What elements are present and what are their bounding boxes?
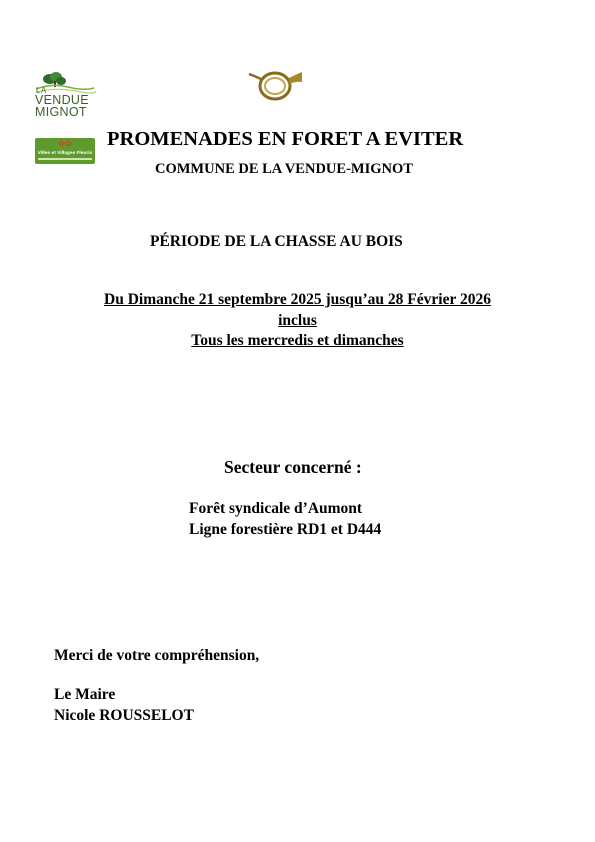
- page-subtitle: COMMUNE DE LA VENDUE-MIGNOT: [155, 161, 413, 177]
- logo-text-la: LA: [36, 86, 47, 95]
- logo-text-vendue: VENDUE: [35, 93, 89, 107]
- signatory-role: Le Maire: [54, 686, 116, 703]
- villes-villages-fleuris-badge: [35, 138, 95, 164]
- periode-dates-line1: [0, 291, 595, 309]
- vvf-label: Villes et Villages Fleuris: [37, 151, 93, 156]
- hunting-horn-icon: [247, 68, 303, 104]
- vvf-divider: [38, 158, 92, 160]
- periode-heading: PÉRIODE DE LA CHASSE AU BOIS: [150, 233, 403, 250]
- periode-dates-text3: Tous les mercredis et dimanches: [191, 332, 404, 349]
- flower-icon: ✿✿: [58, 139, 72, 148]
- periode-dates-line3: [0, 332, 595, 350]
- secteur-heading: Secteur concerné :: [224, 457, 362, 477]
- secteur-item-foret: Forêt syndicale d’Aumont: [189, 500, 363, 517]
- logo-text-mignot: MIGNOT: [35, 105, 87, 119]
- periode-dates-line2: [0, 312, 595, 330]
- periode-dates-text2: inclus: [278, 312, 317, 329]
- page-title: PROMENADES EN FORET A EVITER: [107, 128, 464, 150]
- periode-dates-text1: Du Dimanche 21 septembre 2025 jusqu’au 28 Février 2026: [104, 291, 491, 308]
- secteur-item-ligne: Ligne forestière RD1 et D444: [189, 521, 382, 538]
- commune-logo: [32, 70, 98, 122]
- closing-thanks: Merci de votre compréhension,: [54, 647, 260, 664]
- signatory-name: Nicole ROUSSELOT: [54, 707, 194, 724]
